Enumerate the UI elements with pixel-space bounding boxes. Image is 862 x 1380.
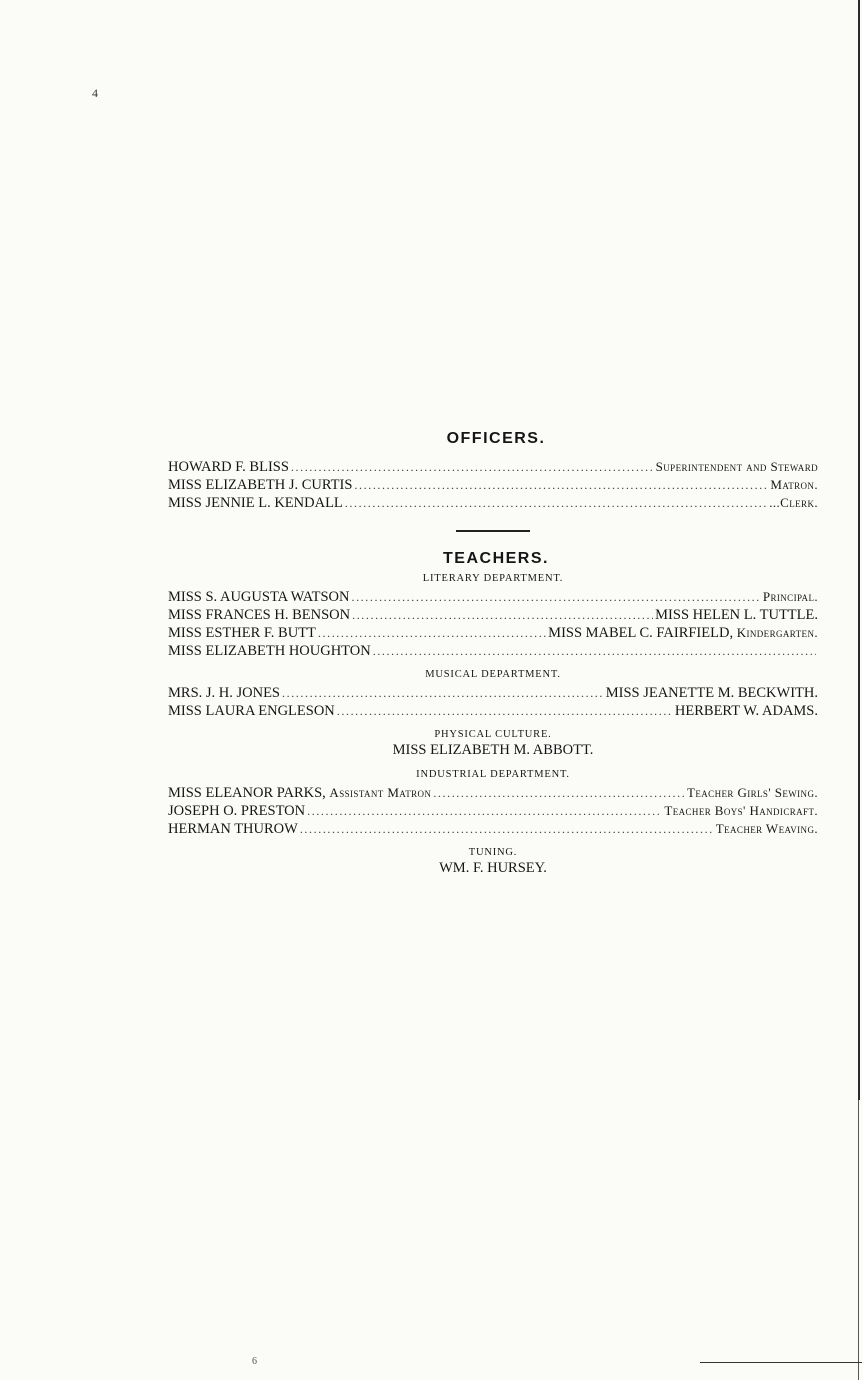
teacher-name-suffix: Assistant Matron: [329, 785, 432, 800]
industrial-list: [168, 784, 818, 838]
officer-name: MISS ELIZABETH J. CURTIS: [168, 477, 353, 493]
teacher-row: [168, 784, 818, 802]
officer-row: [168, 494, 818, 512]
leader-dots: [307, 802, 662, 820]
leader-dots: [300, 820, 714, 838]
tuning-heading: TUNING.: [468, 847, 518, 858]
teacher-name: MISS S. AUGUSTA WATSON: [168, 589, 350, 605]
teacher-row: [168, 702, 818, 720]
musical-list: [168, 684, 818, 720]
officer-role: ...Clerk.: [769, 495, 818, 510]
officer-role: Matron.: [770, 477, 818, 492]
leader-dots: [354, 476, 768, 494]
officer-name: HOWARD F. BLISS: [168, 459, 289, 475]
teacher-row: [168, 684, 818, 702]
literary-department-heading: LITERARY DEPARTMENT.: [422, 573, 564, 584]
leader-dots: [433, 784, 685, 802]
leader-dots: [352, 606, 653, 624]
teacher-name-right: MISS JEANETTE M. BECKWITH.: [605, 685, 818, 701]
physical-culture-heading: PHYSICAL CULTURE.: [434, 729, 552, 740]
teacher-row: [168, 802, 818, 820]
leader-dots: [351, 588, 760, 606]
staff-listing: [168, 430, 818, 878]
teacher-row: [168, 642, 818, 660]
officer-role: Superintendent and Steward: [655, 459, 818, 474]
teacher-role: Principal.: [762, 589, 818, 604]
tuning-teacher: WM. F. HURSEY.: [439, 860, 547, 876]
teacher-row: [168, 606, 818, 624]
teacher-name: MISS ESTHER F. BUTT: [168, 625, 316, 641]
teacher-name-right: [548, 624, 818, 642]
page-edge-rule-lower: [858, 1100, 859, 1380]
teacher-name: MRS. J. H. JONES: [168, 685, 280, 701]
physical-culture-teacher: MISS ELIZABETH M. ABBOTT.: [392, 742, 594, 758]
teacher-row: [168, 588, 818, 606]
teacher-row: [168, 624, 818, 642]
leader-dots: [373, 642, 816, 660]
teacher-name: MISS LAURA ENGLESON: [168, 703, 335, 719]
officers-list: [168, 458, 818, 512]
leader-dots: [282, 684, 604, 702]
page-corner-mark: 4: [92, 86, 98, 100]
page-edge-rule: [858, 0, 860, 1100]
literary-list: [168, 588, 818, 660]
industrial-department-heading: INDUSTRIAL DEPARTMENT.: [416, 769, 570, 780]
teacher-role-suffix: Kindergarten.: [736, 625, 818, 640]
leader-dots: [291, 458, 654, 476]
teacher-row: [168, 820, 818, 838]
officer-row: [168, 458, 818, 476]
officers-heading: OFFICERS.: [446, 430, 546, 447]
teacher-name-right: MISS HELEN L. TUTTLE.: [655, 607, 818, 623]
officer-row: [168, 476, 818, 494]
teacher-role: Teacher Girls' Sewing.: [687, 785, 818, 800]
teacher-name: MISS FRANCES H. BENSON: [168, 607, 351, 623]
teacher-name: HERMAN THUROW: [168, 821, 298, 837]
teacher-name: [168, 784, 431, 802]
teacher-name: MISS ELIZABETH HOUGHTON: [168, 643, 371, 659]
teacher-name-right-text: MISS MABEL C. FAIRFIELD,: [548, 625, 734, 641]
teacher-role: Teacher Weaving.: [715, 821, 818, 836]
musical-department-heading: MUSICAL DEPARTMENT.: [425, 669, 561, 680]
teacher-role: Teacher Boys' Handicraft.: [664, 803, 818, 818]
leader-dots: [337, 702, 673, 720]
page-bottom-mark: 6: [252, 1356, 257, 1367]
teacher-name: JOSEPH O. PRESTON: [168, 803, 306, 819]
teacher-name-text: MISS ELEANOR PARKS,: [168, 785, 326, 801]
leader-dots: [318, 624, 546, 642]
officer-name: MISS JENNIE L. KENDALL: [168, 495, 343, 511]
teacher-name-right: HERBERT W. ADAMS.: [674, 703, 818, 719]
leader-dots: [345, 494, 767, 512]
teachers-heading: TEACHERS.: [443, 550, 549, 567]
page-bottom-rule: [700, 1362, 862, 1363]
